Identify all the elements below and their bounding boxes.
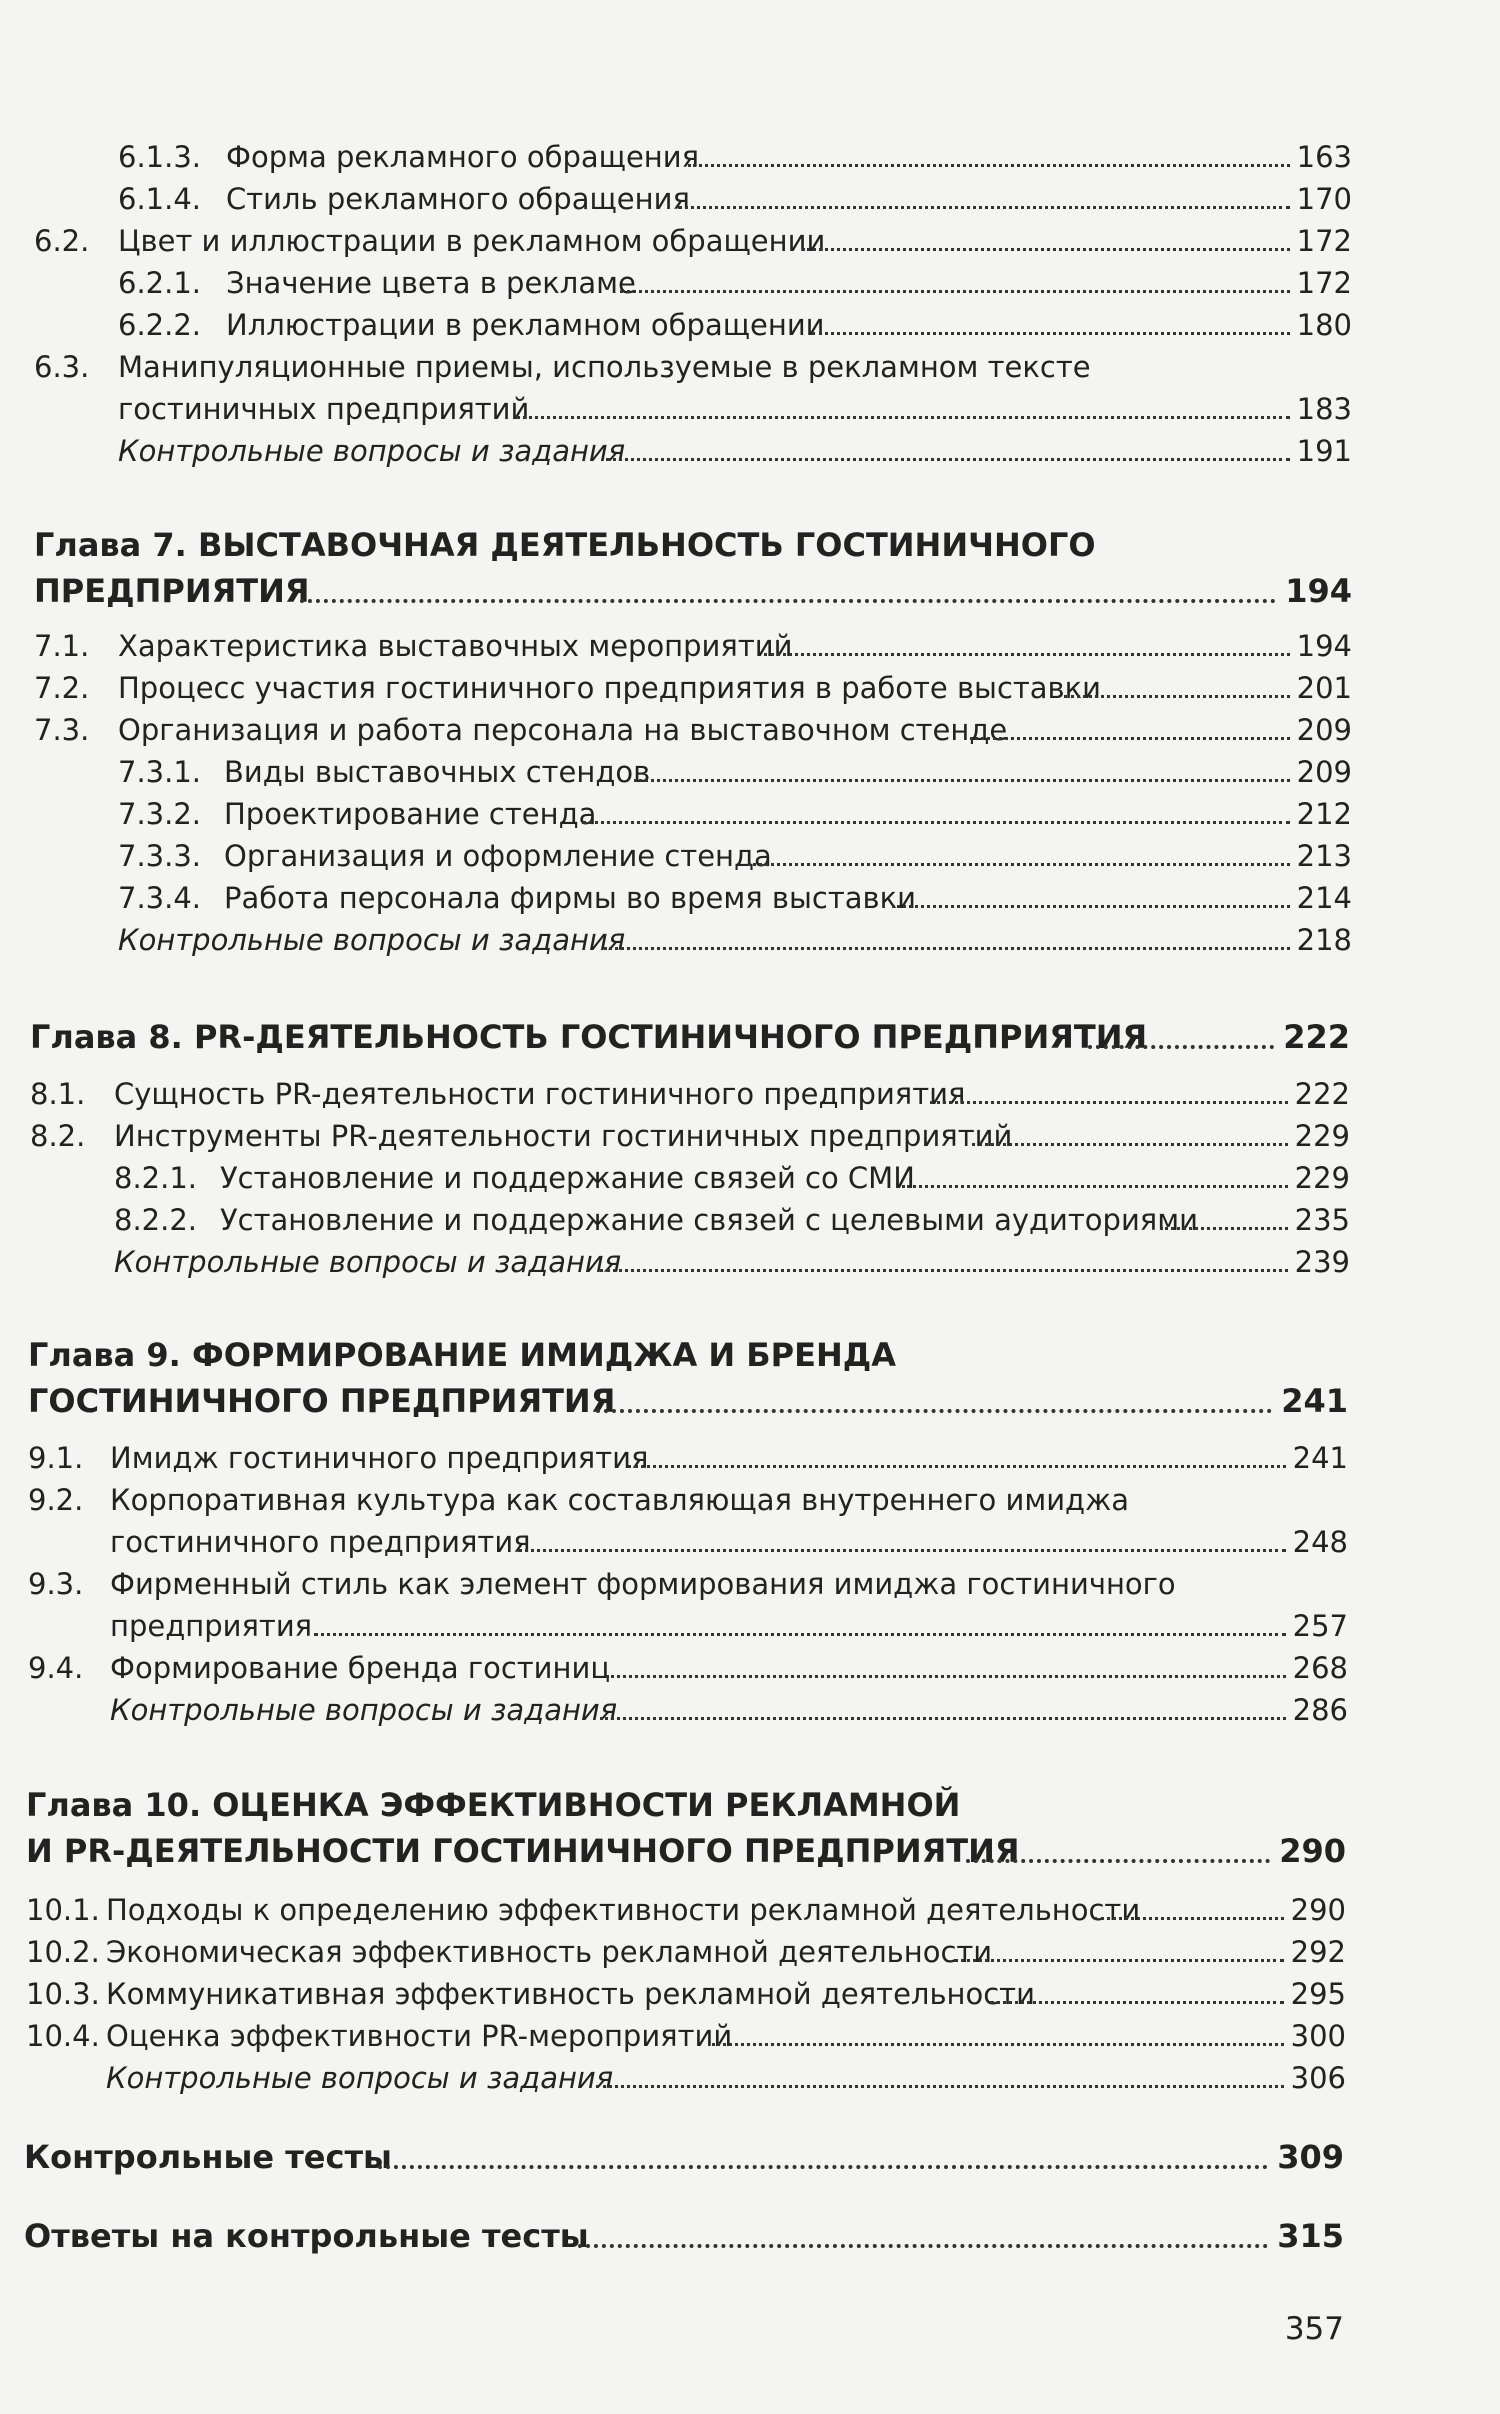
toc-entry[interactable] (0, 877, 1500, 919)
entry-title: Оценка эффективности PR-мероприятий (106, 2019, 733, 2053)
entry-page: 170 (1296, 182, 1352, 216)
dot-leader (606, 1675, 1286, 1678)
entry-title: Виды выставочных стендов (224, 755, 651, 789)
entry-number: 7.3. (34, 713, 90, 747)
chapter-page: 222 (1283, 1018, 1350, 1056)
dot-leader (300, 599, 1276, 603)
toc-entry[interactable] (0, 1889, 1500, 1931)
dot-leader (600, 1717, 1286, 1720)
entry-page: 241 (1292, 1441, 1348, 1475)
toc-entry[interactable] (0, 793, 1500, 835)
dot-leader (596, 2085, 1284, 2088)
toc-entry[interactable] (0, 1437, 1500, 1479)
entry-title: Сущность PR-деятельности гостиничного предприятия (114, 1077, 966, 1111)
dot-leader (604, 947, 1290, 950)
toc-entry[interactable] (0, 1241, 1500, 1283)
chapter-title: Контрольные тесты (24, 2138, 392, 2176)
entry-number: 7.3.4. (118, 881, 202, 915)
entry-title: Контрольные вопросы и задания (118, 434, 626, 468)
entry-number: 6.2.2. (118, 308, 202, 342)
entry-page: 268 (1292, 1651, 1348, 1685)
entry-title: Цвет и иллюстрации в рекламном обращении (118, 224, 826, 258)
chapter-heading[interactable] (0, 522, 1500, 568)
toc-entry[interactable] (0, 178, 1500, 220)
chapter-page: 290 (1279, 1832, 1346, 1870)
dot-leader (966, 1859, 1270, 1863)
dot-leader (902, 1185, 1288, 1188)
page-number: 357 (1284, 2311, 1344, 2347)
entry-title: Установление и поддержание связей с целевыми аудиториями (220, 1203, 1198, 1237)
entry-title: Контрольные вопросы и задания (114, 1245, 622, 1279)
dot-leader (578, 2244, 1268, 2248)
toc-entry[interactable] (0, 2015, 1500, 2057)
toc-entry[interactable] (0, 1115, 1500, 1157)
entry-page: 248 (1292, 1525, 1348, 1559)
entry-page: 290 (1290, 1893, 1346, 1927)
toc-entry[interactable] (0, 751, 1500, 793)
toc-entry[interactable] (0, 1931, 1500, 1973)
entry-number: 10.1. (26, 1893, 100, 1927)
dot-leader (990, 2001, 1284, 2004)
dot-leader (930, 1101, 1288, 1104)
dot-leader (972, 1143, 1288, 1146)
chapter-title-continuation: ГОСТИНИЧНОГО ПРЕДПРИЯТИЯ (28, 1382, 616, 1420)
entry-title: Корпоративная культура как составляющая внутреннего имиджа (110, 1483, 1129, 1517)
entry-title: Процесс участия гостиничного предприятия в работе выставки (118, 671, 1102, 705)
dot-leader (378, 2165, 1268, 2169)
dot-leader (688, 164, 1290, 167)
dot-leader (764, 653, 1290, 656)
chapter-heading[interactable] (0, 2213, 1500, 2259)
toc-entry[interactable] (0, 1157, 1500, 1199)
entry-page: 209 (1296, 755, 1352, 789)
chapter-title-continuation: И PR-ДЕЯТЕЛЬНОСТИ ГОСТИНИЧНОГО ПРЕДПРИЯТИЯ (26, 1832, 1020, 1870)
entry-page: 239 (1294, 1245, 1350, 1279)
toc-entry[interactable] (0, 1479, 1500, 1521)
entry-number: 8.2.1. (114, 1161, 198, 1195)
entry-title: Коммуникативная эффективность рекламной деятельности (106, 1977, 1035, 2011)
dot-leader (1064, 695, 1290, 698)
entry-number: 6.2.1. (118, 266, 202, 300)
chapter-heading-continuation[interactable] (0, 568, 1500, 614)
entry-page: 295 (1290, 1977, 1346, 2011)
entry-number: 7.3.2. (118, 797, 202, 831)
entry-title: Характеристика выставочных мероприятий (118, 629, 793, 663)
dot-leader (518, 1549, 1286, 1552)
entry-title: Инструменты PR-деятельности гостиничных предприятий (114, 1119, 1013, 1153)
toc-entry[interactable] (0, 709, 1500, 751)
dot-leader (606, 458, 1290, 461)
entry-title-continuation: предприятия (110, 1609, 313, 1643)
chapter-heading[interactable] (0, 1332, 1500, 1378)
dot-leader (1094, 1917, 1284, 1920)
dot-leader (1088, 1045, 1274, 1049)
toc-entry-continuation[interactable] (0, 1605, 1500, 1647)
entry-title: Экономическая эффективность рекламной деятельности (106, 1935, 993, 1969)
dot-leader (678, 206, 1290, 209)
entry-number: 7.2. (34, 671, 90, 705)
toc-entry[interactable] (0, 136, 1500, 178)
toc-entry[interactable] (0, 220, 1500, 262)
entry-title: Форма рекламного обращения (226, 140, 700, 174)
entry-page: 172 (1296, 224, 1352, 258)
chapter-page: 194 (1285, 572, 1352, 610)
entry-number: 6.2. (34, 224, 90, 258)
dot-leader (1160, 1227, 1288, 1230)
chapter-heading-continuation[interactable] (0, 1828, 1500, 1874)
dot-leader (892, 905, 1290, 908)
chapter-title: Глава 10. ОЦЕНКА ЭФФЕКТИВНОСТИ РЕКЛАМНОЙ (26, 1786, 961, 1824)
entry-page: 213 (1296, 839, 1352, 873)
entry-title: Проектирование стенда (224, 797, 597, 831)
toc-entry[interactable] (0, 1647, 1500, 1689)
toc-entry[interactable] (0, 835, 1500, 877)
entry-page: 172 (1296, 266, 1352, 300)
chapter-page: 241 (1281, 1382, 1348, 1420)
toc-entry[interactable] (0, 346, 1500, 388)
dot-leader (634, 779, 1290, 782)
entry-page: 257 (1292, 1609, 1348, 1643)
toc-entry[interactable] (0, 262, 1500, 304)
chapter-page: 315 (1277, 2217, 1344, 2255)
chapter-title-continuation: ПРЕДПРИЯТИЯ (34, 572, 310, 610)
entry-number: 10.4. (26, 2019, 100, 2053)
chapter-heading[interactable] (0, 1782, 1500, 1828)
entry-title: Формирование бренда гостиниц (110, 1651, 611, 1685)
toc-entry[interactable] (0, 1199, 1500, 1241)
chapter-title: Глава 9. ФОРМИРОВАНИЕ ИМИДЖА И БРЕНДА (28, 1336, 897, 1374)
entry-page: 212 (1296, 797, 1352, 831)
entry-number: 7.3.1. (118, 755, 202, 789)
entry-page: 209 (1296, 713, 1352, 747)
chapter-title: Глава 8. PR-ДЕЯТЕЛЬНОСТЬ ГОСТИНИЧНОГО ПРЕДПРИЯТИЯ (30, 1018, 1148, 1056)
entry-page: 183 (1296, 392, 1352, 426)
entry-number: 9.3. (28, 1567, 84, 1601)
entry-title: Манипуляционные приемы, используемые в рекламном тексте (118, 350, 1091, 384)
entry-number: 9.4. (28, 1651, 84, 1685)
entry-number: 8.2. (30, 1119, 86, 1153)
entry-title: Работа персонала фирмы во время выставки (224, 881, 916, 915)
entry-number: 10.3. (26, 1977, 100, 2011)
chapter-title: Глава 7. ВЫСТАВОЧНАЯ ДЕЯТЕЛЬНОСТЬ ГОСТИНИЧНОГО (34, 526, 1096, 564)
dot-leader (620, 290, 1290, 293)
toc-entry[interactable] (0, 919, 1500, 961)
dot-leader (802, 248, 1290, 251)
entry-page: 229 (1294, 1119, 1350, 1153)
entry-number: 7.3.3. (118, 839, 202, 873)
entry-page: 218 (1296, 923, 1352, 957)
toc-entry[interactable] (0, 1563, 1500, 1605)
toc-entry[interactable] (0, 430, 1500, 472)
dot-leader (516, 416, 1290, 419)
entry-title: Организация и работа персонала на выставочном стенде (118, 713, 1008, 747)
entry-number: 8.1. (30, 1077, 86, 1111)
dot-leader (596, 1409, 1272, 1413)
dot-leader (628, 1465, 1286, 1468)
dot-leader (748, 863, 1290, 866)
dot-leader (582, 821, 1290, 824)
entry-number: 7.1. (34, 629, 90, 663)
chapter-heading[interactable] (0, 1014, 1500, 1060)
entry-title: Стиль рекламного обращения (226, 182, 690, 216)
toc-entry[interactable] (0, 625, 1500, 667)
chapter-heading[interactable] (0, 2134, 1500, 2180)
entry-number: 6.3. (34, 350, 90, 384)
entry-page: 163 (1296, 140, 1352, 174)
entry-title: Подходы к определению эффективности рекламной деятельности (106, 1893, 1141, 1927)
toc-entry-continuation[interactable] (0, 388, 1500, 430)
entry-title: Значение цвета в рекламе (226, 266, 636, 300)
chapter-page: 309 (1277, 2138, 1344, 2176)
dot-leader (712, 2043, 1284, 2046)
toc-entry[interactable] (0, 667, 1500, 709)
entry-page: 292 (1290, 1935, 1346, 1969)
entry-title-continuation: гостиничного предприятия (110, 1525, 531, 1559)
dot-leader (812, 332, 1290, 335)
entry-title: Установление и поддержание связей со СМИ (220, 1161, 915, 1195)
toc-entry[interactable] (0, 1073, 1500, 1115)
entry-page: 300 (1290, 2019, 1346, 2053)
entry-number: 6.1.4. (118, 182, 202, 216)
entry-title: Контрольные вопросы и задания (106, 2061, 614, 2095)
entry-page: 222 (1294, 1077, 1350, 1111)
chapter-heading-continuation[interactable] (0, 1378, 1500, 1424)
dot-leader (600, 1269, 1288, 1272)
entry-number: 9.2. (28, 1483, 84, 1517)
entry-number: 6.1.3. (118, 140, 202, 174)
entry-title: Контрольные вопросы и задания (110, 1693, 618, 1727)
entry-page: 180 (1296, 308, 1352, 342)
entry-number: 10.2. (26, 1935, 100, 1969)
dot-leader (954, 1959, 1284, 1962)
toc-entry-continuation[interactable] (0, 1521, 1500, 1563)
entry-title-continuation: гостиничных предприятий (118, 392, 530, 426)
entry-title: Иллюстрации в рекламном обращении (226, 308, 825, 342)
dot-leader (314, 1633, 1286, 1636)
entry-page: 201 (1296, 671, 1352, 705)
entry-page: 191 (1296, 434, 1352, 468)
chapter-title: Ответы на контрольные тесты (24, 2217, 589, 2255)
entry-title: Организация и оформление стенда (224, 839, 772, 873)
entry-page: 286 (1292, 1693, 1348, 1727)
toc-entry[interactable] (0, 304, 1500, 346)
entry-number: 9.1. (28, 1441, 84, 1475)
entry-page: 235 (1294, 1203, 1350, 1237)
entry-page: 214 (1296, 881, 1352, 915)
toc-entry[interactable] (0, 2057, 1500, 2099)
entry-page: 306 (1290, 2061, 1346, 2095)
entry-title: Фирменный стиль как элемент формирования имиджа гостиничного (110, 1567, 1176, 1601)
dot-leader (970, 737, 1290, 740)
entry-page: 229 (1294, 1161, 1350, 1195)
toc-entry[interactable] (0, 1973, 1500, 2015)
entry-title: Контрольные вопросы и задания (118, 923, 626, 957)
toc-entry[interactable] (0, 1689, 1500, 1731)
entry-page: 194 (1296, 629, 1352, 663)
entry-number: 8.2.2. (114, 1203, 198, 1237)
entry-title: Имидж гостиничного предприятия (110, 1441, 649, 1475)
